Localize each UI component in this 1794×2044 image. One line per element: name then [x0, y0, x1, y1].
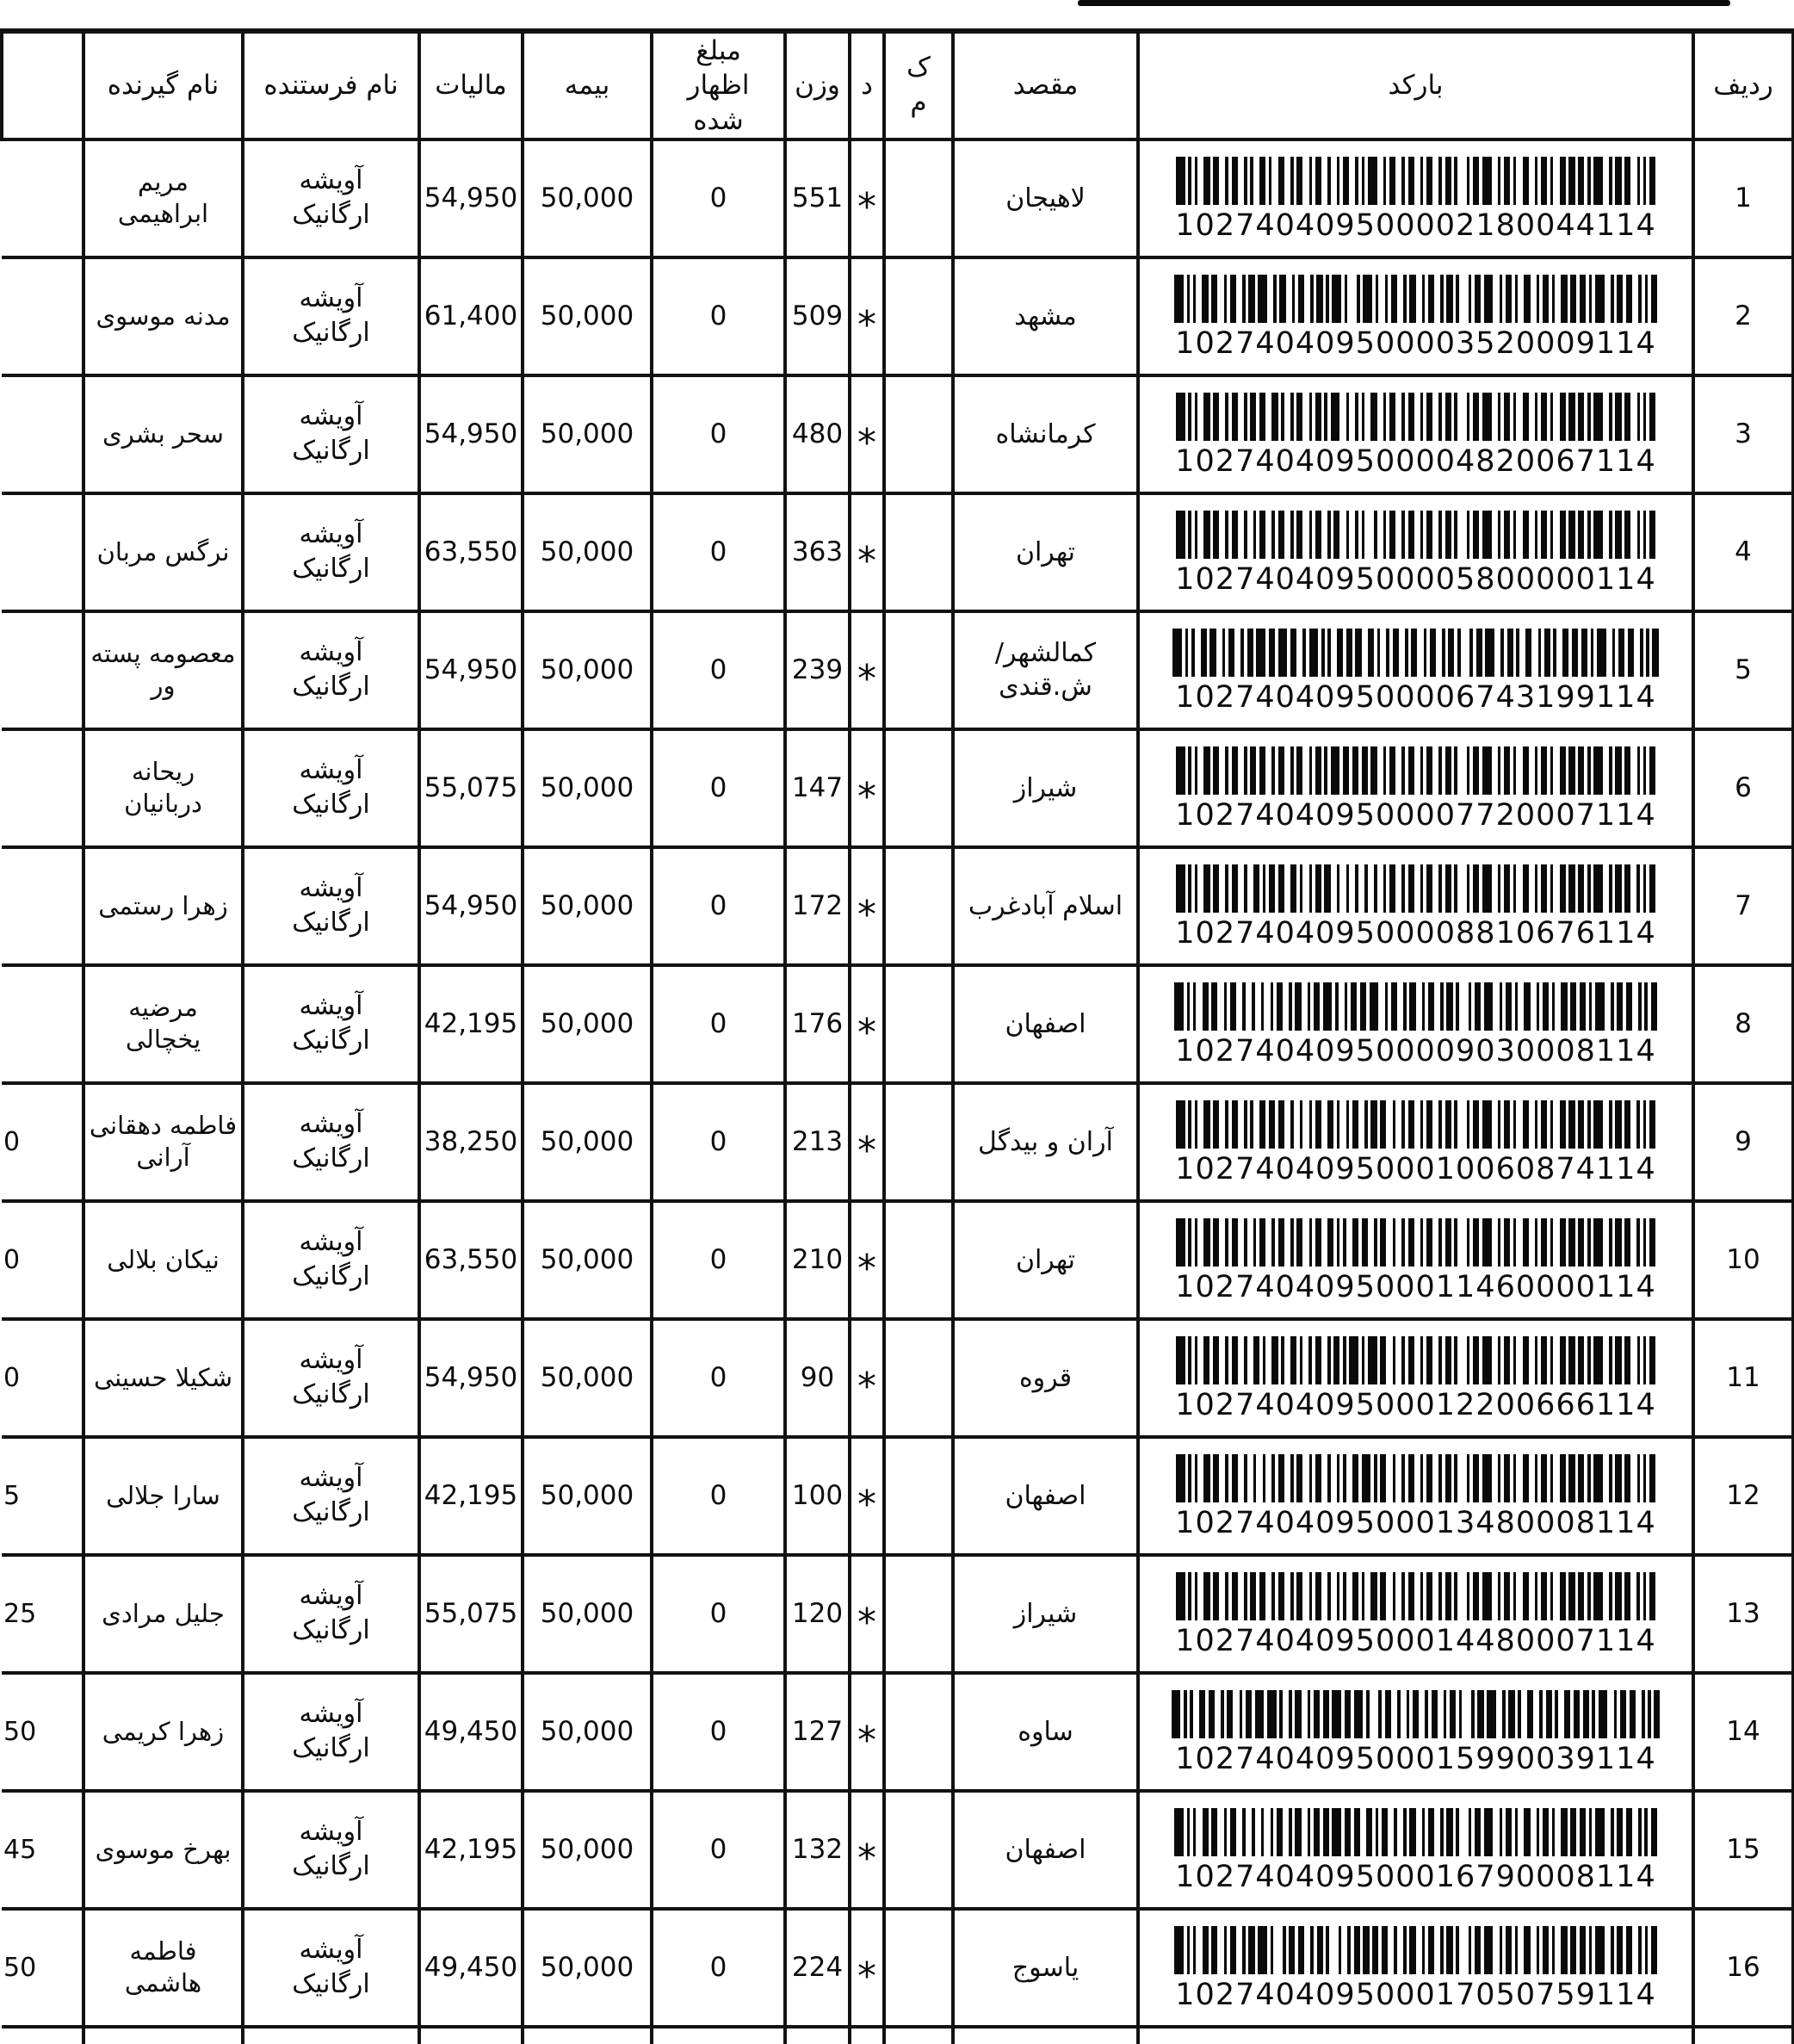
row-number: 14	[1693, 1673, 1794, 1791]
asterisk-mark: *	[857, 1836, 876, 1880]
weight-cell: 210	[785, 1201, 850, 1319]
row-number: 2	[1693, 257, 1794, 375]
table-row	[2, 847, 1794, 965]
barcode-image	[1176, 864, 1655, 913]
header-destination: مقصد	[953, 31, 1138, 139]
weight-cell: 100	[785, 1437, 850, 1555]
table-row	[2, 729, 1794, 847]
declared-amount-cell: 0	[652, 1319, 785, 1437]
km-cell	[884, 1909, 953, 2027]
declared-amount-cell: 0	[652, 1791, 785, 1909]
recipient-name-cell: نیکان بلالی	[84, 1201, 243, 1319]
tax-cell: 54,950	[419, 611, 523, 729]
weight-cell: 127	[785, 1673, 850, 1791]
tax-cell: 55,075	[419, 729, 523, 847]
barcode-cell	[1138, 1555, 1693, 1673]
km-cell	[884, 375, 953, 493]
table-row	[2, 375, 1794, 493]
d-mark-cell	[850, 965, 884, 1083]
cutoff-value-cell: 5	[2, 1437, 84, 1555]
barcode-cell	[1138, 611, 1693, 729]
cutoff-value-cell	[2, 257, 84, 375]
d-mark-cell	[850, 493, 884, 611]
barcode-cell	[1138, 375, 1693, 493]
cutoff-value-cell	[2, 611, 84, 729]
barcode-number: 102740409500012200666114	[1175, 1388, 1656, 1423]
weight-cell: 363	[785, 493, 850, 611]
barcode-number: 102740409500015990039114	[1175, 1742, 1656, 1777]
declared-amount-cell: 0	[652, 965, 785, 1083]
recipient-name-cell: جلیل مرادی	[84, 1555, 243, 1673]
d-mark-cell	[850, 729, 884, 847]
cutoff-value-cell: 50	[2, 1673, 84, 1791]
d-mark-cell	[850, 1555, 884, 1673]
destination-cell: تهران	[953, 1201, 1138, 1319]
header-declared-amount: مبلغ اظهار شده	[652, 31, 785, 139]
recipient-name-cell: سحر بشری	[84, 375, 243, 493]
asterisk-mark: *	[857, 1364, 876, 1409]
asterisk-mark: *	[857, 538, 876, 583]
destination-cell: یاسوج	[953, 1909, 1138, 2027]
recipient-name-cell: زهرا رستمی	[84, 847, 243, 965]
cutoff-value-cell	[2, 847, 84, 965]
weight-cell: 224	[785, 1909, 850, 2027]
d-mark-cell	[850, 257, 884, 375]
declared-amount-cell: 0	[652, 1555, 785, 1673]
declared-amount-cell: 0	[652, 847, 785, 965]
row-number: 16	[1693, 1909, 1794, 2027]
km-cell	[884, 1319, 953, 1437]
barcode-cell	[1138, 729, 1693, 847]
barcode-number: 102740409500007720007114	[1175, 798, 1656, 833]
row-number: 8	[1693, 965, 1794, 1083]
declared-amount-cell: 0	[652, 139, 785, 257]
barcode-number: 102740409500008810676114	[1175, 916, 1656, 951]
km-cell	[884, 257, 953, 375]
destination-cell: شیراز	[953, 1555, 1138, 1673]
weight-cell: 90	[785, 1319, 850, 1437]
barcode-number: 102740409500011460000114	[1175, 1270, 1656, 1305]
manifest-table-wrap	[0, 28, 1794, 2044]
destination-cell: مشهد	[953, 257, 1138, 375]
barcode-cell	[1138, 1673, 1693, 1791]
d-mark-cell	[850, 1673, 884, 1791]
barcode-cell	[1138, 965, 1693, 1083]
destination-cell: اصفهان	[953, 1791, 1138, 1909]
weight-cell: 172	[785, 847, 850, 965]
row-number: 10	[1693, 1201, 1794, 1319]
row-number: 1	[1693, 139, 1794, 257]
table-row	[2, 1083, 1794, 1201]
row-number: 6	[1693, 729, 1794, 847]
barcode-image	[1174, 982, 1657, 1031]
cutoff-value-cell: 45	[2, 1791, 84, 1909]
d-mark-cell	[850, 1437, 884, 1555]
table-row	[2, 1909, 1794, 2027]
tax-cell: 63,550	[419, 493, 523, 611]
table-row	[2, 611, 1794, 729]
barcode-image	[1176, 393, 1655, 441]
recipient-name-cell: زهرا کریمی	[84, 1673, 243, 1791]
km-cell	[884, 1201, 953, 1319]
recipient-name-cell: ریحانه دربانیان	[84, 729, 243, 847]
recipient-name-cell: مدنه موسوی	[84, 257, 243, 375]
asterisk-mark: *	[857, 420, 876, 465]
barcode-cell	[1138, 1437, 1693, 1555]
tax-cell: 49,450	[419, 1909, 523, 2027]
insurance-cell: 50,000	[523, 1555, 652, 1673]
asterisk-mark: *	[857, 1010, 876, 1055]
cutoff-value-cell: 50	[2, 1909, 84, 2027]
barcode-image	[1174, 1926, 1657, 1974]
weight-cell: 551	[785, 139, 850, 257]
barcode-cell	[1138, 493, 1693, 611]
row-number: 13	[1693, 1555, 1794, 1673]
table-row	[2, 1791, 1794, 1909]
recipient-name-cell: مریم ابراهیمی	[84, 139, 243, 257]
weight-cell: 213	[785, 1083, 850, 1201]
cutoff-value-cell: 0	[2, 1201, 84, 1319]
recipient-name-cell: شکیلا حسینی	[84, 1319, 243, 1437]
tax-cell: 42,195	[419, 1791, 523, 1909]
table-row	[2, 257, 1794, 375]
declared-amount-cell: 0	[652, 1201, 785, 1319]
recipient-name-cell: سارا جلالی	[84, 1437, 243, 1555]
row-number: 9	[1693, 1083, 1794, 1201]
barcode-image	[1172, 629, 1658, 677]
row-number: 7	[1693, 847, 1794, 965]
sender-name-cell: آویشه ارگانیک	[243, 847, 419, 965]
table-row	[2, 965, 1794, 1083]
header-barcode: بارکد	[1138, 31, 1693, 139]
sender-name-cell: آویشه ارگانیک	[243, 1437, 419, 1555]
asterisk-mark: *	[857, 892, 876, 937]
sender-name-cell: آویشه ارگانیک	[243, 1319, 419, 1437]
destination-cell: تهران	[953, 493, 1138, 611]
barcode-image	[1176, 746, 1655, 795]
asterisk-mark: *	[857, 1128, 876, 1173]
km-cell	[884, 1791, 953, 1909]
destination-cell: قروه	[953, 1319, 1138, 1437]
scan-edge-artifact	[1078, 0, 1730, 6]
header-sender-name: نام فرستنده	[243, 31, 419, 139]
header-weight: وزن	[785, 31, 850, 139]
row-number: 11	[1693, 1319, 1794, 1437]
insurance-cell: 50,000	[523, 965, 652, 1083]
barcode-number: 102740409500005800000114	[1175, 562, 1656, 598]
insurance-cell: 50,000	[523, 257, 652, 375]
recipient-name-cell: فاطمه دهقانی آرانی	[84, 1083, 243, 1201]
header-row	[2, 31, 1794, 139]
row-number: 5	[1693, 611, 1794, 729]
row-number: 4	[1693, 493, 1794, 611]
table-row	[2, 1673, 1794, 1791]
asterisk-mark: *	[857, 774, 876, 819]
destination-cell: ساوه	[953, 1673, 1138, 1791]
d-mark-cell	[850, 1201, 884, 1319]
tax-cell: 54,950	[419, 139, 523, 257]
cutoff-value-cell: 0	[2, 1319, 84, 1437]
destination-cell: اصفهان	[953, 965, 1138, 1083]
km-cell	[884, 847, 953, 965]
barcode-number: 102740409500010060874114	[1175, 1152, 1656, 1187]
sender-name-cell: آویشه ارگانیک	[243, 139, 419, 257]
insurance-cell: 50,000	[523, 1673, 652, 1791]
km-cell	[884, 1083, 953, 1201]
km-cell	[884, 1673, 953, 1791]
weight-cell: 509	[785, 257, 850, 375]
asterisk-mark: *	[857, 1600, 876, 1644]
table-row	[2, 1555, 1794, 1673]
insurance-cell: 50,000	[523, 493, 652, 611]
d-mark-cell	[850, 611, 884, 729]
sender-name-cell: آویشه ارگانیک	[243, 1673, 419, 1791]
barcode-image	[1176, 1454, 1655, 1502]
destination-cell: اصفهان	[953, 1437, 1138, 1555]
sender-name-cell: آویشه ارگانیک	[243, 257, 419, 375]
km-cell	[884, 493, 953, 611]
table-row	[2, 493, 1794, 611]
km-cell	[884, 729, 953, 847]
insurance-cell: 50,000	[523, 1909, 652, 2027]
manifest-table	[0, 28, 1794, 2044]
tax-cell: 54,950	[419, 847, 523, 965]
cutoff-value-cell	[2, 493, 84, 611]
row-number: 3	[1693, 375, 1794, 493]
sender-name-cell: آویشه ارگانیک	[243, 1909, 419, 2027]
insurance-cell: 50,000	[523, 1437, 652, 1555]
cutoff-value-cell: 0	[2, 1083, 84, 1201]
weight-cell: 239	[785, 611, 850, 729]
asterisk-mark: *	[857, 1246, 876, 1291]
recipient-name-cell: فاطمه هاشمی	[84, 1909, 243, 2027]
cutoff-value-cell	[2, 375, 84, 493]
declared-amount-cell: 0	[652, 257, 785, 375]
sender-name-cell: آویشه ارگانیک	[243, 965, 419, 1083]
asterisk-mark: *	[857, 1718, 876, 1762]
barcode-image	[1176, 1100, 1655, 1149]
insurance-cell: 50,000	[523, 1791, 652, 1909]
cutoff-value-cell	[2, 729, 84, 847]
weight-cell: 120	[785, 1555, 850, 1673]
tax-cell: 54,950	[419, 375, 523, 493]
barcode-number: 102740409500003520009114	[1175, 326, 1656, 362]
tax-cell: 54,950	[419, 1319, 523, 1437]
header-insurance: بیمه	[523, 31, 652, 139]
barcode-number: 102740409500004820067114	[1175, 444, 1656, 480]
sender-name-cell: آویشه ارگانیک	[243, 729, 419, 847]
declared-amount-cell: 0	[652, 611, 785, 729]
sender-name-cell: آویشه ارگانیک	[243, 1083, 419, 1201]
barcode-number: 102740409500013480008114	[1175, 1506, 1656, 1541]
header-cutoff-column	[2, 31, 84, 139]
barcode-number: 102740409500014480007114	[1175, 1624, 1656, 1659]
asterisk-mark: *	[857, 656, 876, 701]
recipient-name-cell: بهرخ موسوی	[84, 1791, 243, 1909]
asterisk-mark: *	[857, 1482, 876, 1527]
barcode-cell	[1138, 1791, 1693, 1909]
d-mark-cell	[850, 375, 884, 493]
sender-name-cell: آویشه ارگانیک	[243, 611, 419, 729]
declared-amount-cell: 0	[652, 375, 785, 493]
declared-amount-cell: 0	[652, 493, 785, 611]
barcode-number: 102740409500002180044114	[1175, 208, 1656, 244]
insurance-cell: 50,000	[523, 375, 652, 493]
recipient-name-cell: مرضیه یخچالی	[84, 965, 243, 1083]
km-cell	[884, 611, 953, 729]
tax-cell: 38,250	[419, 1083, 523, 1201]
row-number: 12	[1693, 1437, 1794, 1555]
d-mark-cell	[850, 139, 884, 257]
asterisk-mark: *	[857, 302, 876, 347]
barcode-cell	[1138, 257, 1693, 375]
tax-cell: 61,400	[419, 257, 523, 375]
tax-cell: 63,550	[419, 1201, 523, 1319]
barcode-number: 102740409500017050759114	[1175, 1978, 1656, 2013]
asterisk-mark: *	[857, 1954, 876, 1998]
tax-cell: 55,075	[419, 1555, 523, 1673]
declared-amount-cell: 0	[652, 729, 785, 847]
weight-cell: 176	[785, 965, 850, 1083]
destination-cell: کمالشهر/ ش.قندی	[953, 611, 1138, 729]
barcode-number: 102740409500009030008114	[1175, 1034, 1656, 1069]
barcode-cell	[1138, 1201, 1693, 1319]
weight-cell: 480	[785, 375, 850, 493]
insurance-cell: 50,000	[523, 611, 652, 729]
tax-cell: 42,195	[419, 1437, 523, 1555]
d-mark-cell	[850, 847, 884, 965]
insurance-cell: 50,000	[523, 139, 652, 257]
table-row	[2, 1319, 1794, 1437]
km-cell	[884, 1555, 953, 1673]
destination-cell: شیراز	[953, 729, 1138, 847]
barcode-image	[1176, 511, 1655, 559]
partial-next-row	[2, 2027, 1794, 2044]
weight-cell: 132	[785, 1791, 850, 1909]
insurance-cell: 50,000	[523, 847, 652, 965]
barcode-number: 102740409500006743199114	[1175, 680, 1656, 715]
declared-amount-cell: 0	[652, 1673, 785, 1791]
barcode-image	[1174, 1808, 1657, 1856]
sender-name-cell: آویشه ارگانیک	[243, 493, 419, 611]
recipient-name-cell: نرگس مربان	[84, 493, 243, 611]
destination-cell: کرمانشاه	[953, 375, 1138, 493]
recipient-name-cell: معصومه پسته ور	[84, 611, 243, 729]
sender-name-cell: آویشه ارگانیک	[243, 375, 419, 493]
barcode-cell	[1138, 1319, 1693, 1437]
header-km: ک م	[884, 31, 953, 139]
weight-cell: 147	[785, 729, 850, 847]
header-rank: ردیف	[1693, 31, 1794, 139]
d-mark-cell	[850, 1319, 884, 1437]
barcode-number: 102740409500016790008114	[1175, 1860, 1656, 1895]
asterisk-mark: *	[857, 184, 876, 229]
barcode-image	[1174, 275, 1657, 323]
barcode-image	[1176, 1336, 1655, 1384]
barcode-image	[1176, 1572, 1655, 1620]
d-mark-cell	[850, 1083, 884, 1201]
km-cell	[884, 965, 953, 1083]
barcode-image	[1172, 1690, 1661, 1738]
sender-name-cell: آویشه ارگانیک	[243, 1555, 419, 1673]
barcode-cell	[1138, 1083, 1693, 1201]
table-row	[2, 1437, 1794, 1555]
declared-amount-cell: 0	[652, 1083, 785, 1201]
insurance-cell: 50,000	[523, 1201, 652, 1319]
table-row	[2, 1201, 1794, 1319]
destination-cell: آران و بیدگل	[953, 1083, 1138, 1201]
header-tax: مالیات	[419, 31, 523, 139]
insurance-cell: 50,000	[523, 1083, 652, 1201]
table-row	[2, 139, 1794, 257]
header-recipient-name: نام گیرنده	[84, 31, 243, 139]
barcode-cell	[1138, 1909, 1693, 2027]
barcode-cell	[1138, 139, 1693, 257]
insurance-cell: 50,000	[523, 1319, 652, 1437]
barcode-cell	[1138, 847, 1693, 965]
barcode-image	[1176, 157, 1655, 205]
tax-cell: 42,195	[419, 965, 523, 1083]
km-cell	[884, 139, 953, 257]
declared-amount-cell: 0	[652, 1909, 785, 2027]
cutoff-value-cell: 25	[2, 1555, 84, 1673]
header-d: د	[850, 31, 884, 139]
row-number: 15	[1693, 1791, 1794, 1909]
d-mark-cell	[850, 1791, 884, 1909]
declared-amount-cell: 0	[652, 1437, 785, 1555]
cutoff-value-cell	[2, 139, 84, 257]
tax-cell: 49,450	[419, 1673, 523, 1791]
insurance-cell: 50,000	[523, 729, 652, 847]
barcode-image	[1176, 1218, 1655, 1267]
sender-name-cell: آویشه ارگانیک	[243, 1201, 419, 1319]
cutoff-value-cell	[2, 965, 84, 1083]
d-mark-cell	[850, 1909, 884, 2027]
km-cell	[884, 1437, 953, 1555]
destination-cell: لاهیجان	[953, 139, 1138, 257]
sender-name-cell: آویشه ارگانیک	[243, 1791, 419, 1909]
destination-cell: اسلام آبادغرب	[953, 847, 1138, 965]
